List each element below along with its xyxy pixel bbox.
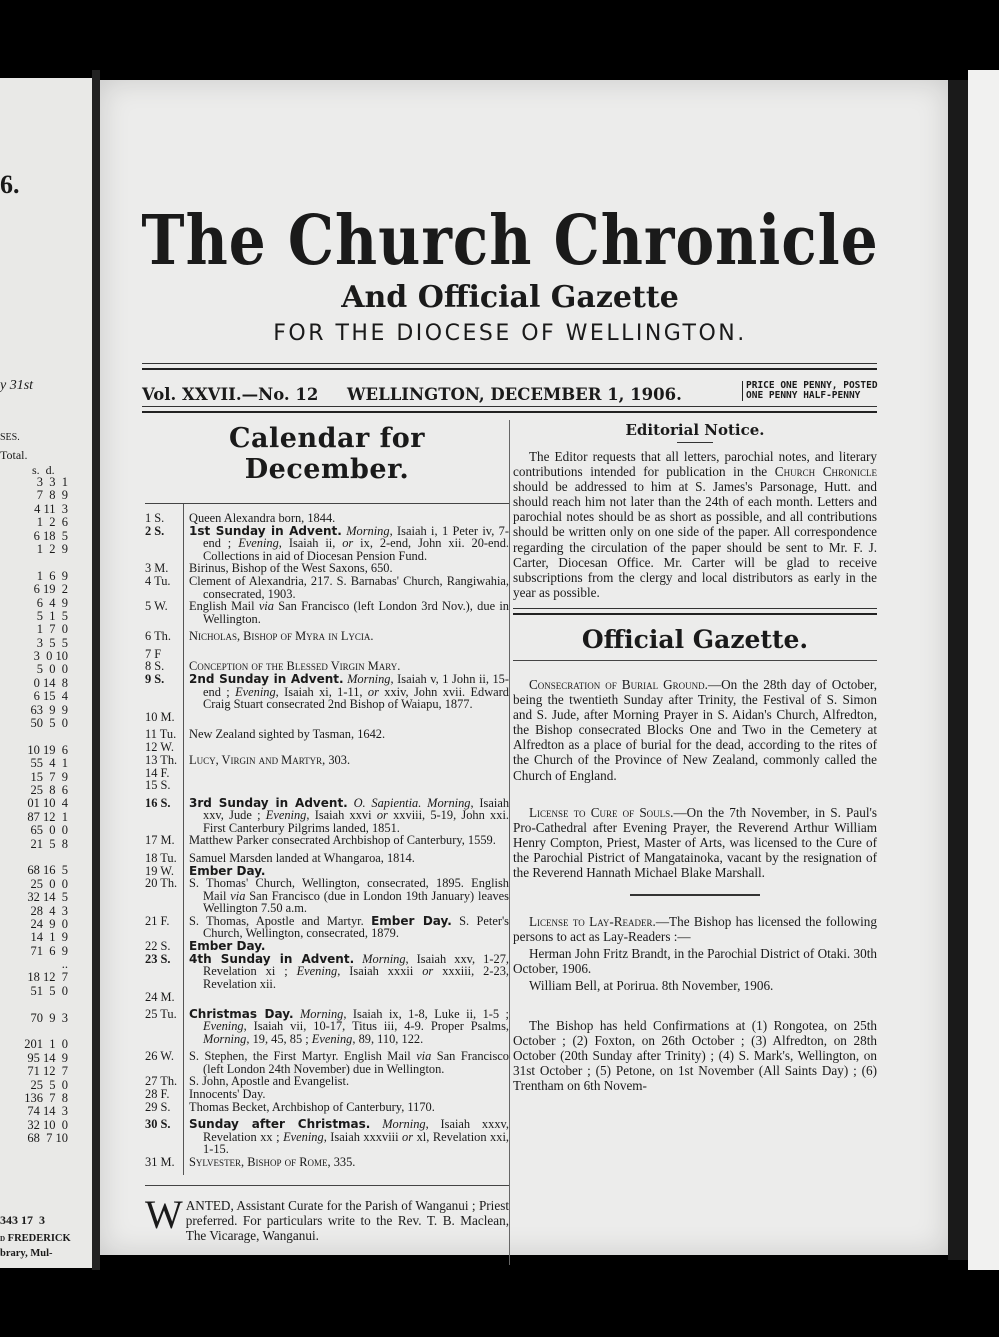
price-line: ONE PENNY HALF-PENNY <box>746 390 861 401</box>
section-rule <box>513 608 877 615</box>
amount-row: 21 5 8 <box>30 836 68 851</box>
gazette-heading: Official Gazette. <box>581 624 809 654</box>
calendar-divider <box>183 504 184 1175</box>
amount-row: 01 10 4 <box>27 796 68 811</box>
left-page-fragment: SES. <box>0 432 20 443</box>
calendar-entry <box>145 767 509 779</box>
drop-cap: W <box>145 1191 183 1237</box>
calendar-entry-text: Conception of the Blessed Virgin Mary. <box>189 659 401 674</box>
calendar-day: 14 F. <box>145 765 170 780</box>
calendar-entry-text: Matthew Parker consecrated Archbishop of Canterbury, 1559. <box>189 833 496 848</box>
calendar-entry-text: Thomas Becket, Archbishop of Canterbury, 1170. <box>189 1100 435 1115</box>
calendar-entry <box>145 1088 509 1100</box>
amount-row: 3 5 5 <box>36 635 68 650</box>
amount-row: 4 11 3 <box>34 501 68 516</box>
amount-row: 6 4 9 <box>36 595 68 610</box>
left-page-footer: d FREDERICK <box>0 1233 71 1244</box>
dateline: WELLINGTON, DECEMBER 1, 1906. <box>347 385 682 404</box>
calendar-entry <box>145 1008 509 1045</box>
calendar-entry-text: Sunday after Christmas. Morning, Isaiah xxxv, Revelation xx ; Evening, Isaiah xxxviii or xl, Revelation xxi, 1-15. <box>189 1117 510 1157</box>
calendar-heading: Calendar for December. <box>229 423 425 485</box>
calendar-entry <box>145 1050 509 1075</box>
amount-row: 25 8 6 <box>30 782 68 797</box>
calendar-entry <box>145 600 509 625</box>
calendar-day: 21 F. <box>145 914 170 929</box>
calendar-entry-text: Clement of Alexandria, 217. S. Barnabas' Church, Rangiwahia, consecrated, 1903. <box>189 574 509 601</box>
amount-row <box>0 998 68 1011</box>
amount-row: 201 1 0 <box>24 1037 68 1052</box>
calendar-day: 2 S. <box>145 523 165 538</box>
wanted-advertisement <box>145 1191 509 1243</box>
calendar-entry-text <box>179 741 509 753</box>
amount-row: 55 4 1 <box>30 756 68 771</box>
amount-row: 28 4 3 <box>30 903 68 918</box>
calendar-day: 1 S. <box>145 511 165 525</box>
calendar-entry-text: English Mail via San Francisco (left London 3rd Nov.), due in Wellington. <box>189 599 509 626</box>
calendar-entry-text: Nicholas, Bishop of Myra in Lycia. <box>189 629 374 644</box>
calendar-day: 29 S. <box>145 1100 171 1115</box>
newspaper-page <box>100 80 948 1255</box>
calendar-day: 28 F. <box>145 1087 170 1102</box>
calendar-entry-text: Sylvester, Bishop of Rome, 335. <box>189 1155 356 1170</box>
amount-row: 74 14 3 <box>27 1104 68 1119</box>
amount-row: 25 5 0 <box>30 1077 68 1092</box>
gazette-item-body: —On the 7th November, in S. Paul's Pro-Cathedral after Evening Prayer, the Reverend Arthur William Henry Compton, Priest, Master of Arts, was licensed to the Cure of the Parochial Pistrict of Mangatainoka, vacant by the resignation of the Reverend Hannath Michael Blake Marshall. <box>513 804 877 880</box>
amount-row: 70 9 3 <box>30 1010 68 1025</box>
right-column <box>513 415 877 1093</box>
calendar-day: 6 Th. <box>145 629 171 644</box>
masthead-rule <box>142 363 877 370</box>
adjacent-right-page <box>968 70 999 1270</box>
calendar-entry <box>145 834 509 846</box>
calendar-entry <box>145 1101 509 1113</box>
left-page-heading-fragment: 6. <box>0 170 20 199</box>
calendar-day: 22 S. <box>145 939 171 954</box>
amount-row: 5 0 0 <box>36 662 68 677</box>
gazette-item-lead: License to Cure of Souls. <box>529 804 674 820</box>
calendar-entry-text <box>179 779 509 791</box>
calendar-entry <box>145 660 509 672</box>
masthead <box>140 198 880 346</box>
amount-row: 65 0 0 <box>30 823 68 838</box>
amount-row: 25 0 0 <box>30 876 68 891</box>
amount-row: 1 6 9 <box>36 568 68 583</box>
gazette-item-body: —On the 28th day of October, being the twentieth Sunday after Trinity, the Festival of S. Simon and S. Jude, after Morning Prayer in S. Aidan's Church, Alfredton, the Bishop consecrated Blocks One and Two in the Cemetery at Alfredton as a place of burial for the dead, according to the rites of the Church of the Province of New Zealand, commonly called the Church of England. <box>513 676 877 783</box>
amount-row: 95 14 9 <box>27 1050 68 1065</box>
divider <box>630 894 760 896</box>
calendar-entry-text <box>179 648 509 660</box>
calendar-entry-text: 3rd Sunday in Advent. O. Sapientia. Morning, Isaiah xxv, Jude ; Evening, Isaiah xxvi or xxviii, 5-19, John xxi. First Canterbury Pilgrims landed, 1851. <box>189 795 510 835</box>
editorial-heading: Editorial Notice. <box>625 421 765 439</box>
left-page-amounts <box>0 476 68 1146</box>
gazette-item-lead: Consecration of Burial Ground. <box>529 676 708 692</box>
calendar-entry-text: S. Thomas' Church, Wellington, consecrated, 1895. English Mail via San Francisco (due in London 19th January) leaves Wellington 7.50 a.m. <box>189 876 510 916</box>
amount-row <box>0 730 68 743</box>
left-page-fragment: Total. <box>0 448 28 462</box>
calendar-entry <box>145 915 509 940</box>
calendar-entry <box>145 865 509 877</box>
calendar-day: 31 M. <box>145 1155 175 1170</box>
calendar-list <box>145 503 509 1169</box>
calendar-entry-text: 2nd Sunday in Advent. Morning, Isaiah v, 1 John ii, 15-end ; Evening, Isaiah xi, 1-11, or xxiv, John xvii. Edward Craig Stuart consecrated 2nd Bishop of Waiapu, 1877. <box>189 672 510 712</box>
page-edge <box>948 80 968 1260</box>
amount-row: 6 18 5 <box>33 528 68 543</box>
amount-row: 1 7 0 <box>36 622 68 637</box>
amount-row <box>0 556 68 569</box>
calendar-entry-text <box>179 767 509 779</box>
gazette-item <box>513 805 877 880</box>
wanted-text: ANTED, Assistant Curate for the Parish of Wanganui ; Priest preferred. For particulars write to the Rev. T. B. Maclean, The Vicarage, Wanganui. <box>185 1197 509 1243</box>
calendar-day: 18 Tu. <box>145 850 177 865</box>
amount-row: 6 19 2 <box>33 582 68 597</box>
amount-row: 50 5 0 <box>30 716 68 731</box>
amount-row: 71 12 7 <box>27 1064 68 1079</box>
calendar-entry <box>145 512 509 524</box>
amount-row <box>0 851 68 864</box>
calendar-day: 24 M. <box>145 989 175 1004</box>
calendar-day: 13 Th. <box>145 752 178 767</box>
calendar-entry <box>145 741 509 753</box>
confirmations-notice: The Bishop has held Confirmations at (1) Rongotea, on 25th October ; (2) Foxton, on 26th October ; (3) Alfredton, on 28th October (20th Sunday after Trinity) ; (4) S. Mark's, Wellington, on 31st October ; (5) Petone, on 1st November (All Saints Day) ; (6) Trentham on 6th Novem- <box>513 1017 877 1093</box>
volume-number: Vol. XXVII.—No. 12 <box>142 385 319 404</box>
calendar-day: 25 Tu. <box>145 1007 177 1022</box>
editorial-text: should be addressed to him at S. James's Parsonage, Hutt. and should reach him not later than the 24th of each month. Letters and parochial notes should be as short as possible, and all contributions should be written only on one side of the paper. All correspondence regarding the circulation of the paper should be sent to Mr. F. J. Carter, Diocesan Office. Mr. Carter will be glad to receive subscriptions from the clergy and local distributors as early in the year as possible. <box>513 479 877 600</box>
amount-row: 18 12 7 <box>27 970 68 985</box>
calendar-entry-text: Ember Day. <box>189 939 266 954</box>
calendar-entry <box>145 525 509 562</box>
calendar-entry <box>145 711 509 723</box>
amount-row: 14 1 9 <box>30 930 68 945</box>
calendar-day: 17 M. <box>145 833 175 848</box>
calendar-entry <box>145 779 509 791</box>
calendar-entry-text: S. Stephen, the First Martyr. English Mail via San Francisco (left London 24th November) due in Wellington. <box>189 1049 510 1076</box>
left-page-fragment: y 31st <box>0 378 34 393</box>
calendar-entry-text: Queen Alexandra born, 1844. <box>189 511 336 525</box>
gazette-item <box>513 914 877 944</box>
price-notice <box>742 381 878 401</box>
gazette-item-body: —The Bishop has licensed the following persons to act as Lay-Readers :— <box>513 914 877 945</box>
amount-row: 136 7 8 <box>24 1090 68 1105</box>
publication-subtitle: And Official Gazette <box>341 280 679 315</box>
amount-row: 24 9 0 <box>30 916 68 931</box>
publication-title: The Church Chronicle <box>141 200 879 281</box>
amount-row: 1 2 9 <box>36 541 68 556</box>
divider <box>677 442 713 443</box>
calendar-entry-text: New Zealand sighted by Tasman, 1642. <box>189 727 386 742</box>
calendar-day: 16 S. <box>145 795 171 810</box>
calendar-entry-text <box>179 711 509 723</box>
calendar-entry <box>145 797 509 834</box>
left-page-total: 343 17 3 <box>0 1213 45 1227</box>
calendar-entry-text <box>179 991 509 1003</box>
amount-row: 71 6 9 <box>30 943 68 958</box>
calendar-entry-text: S. Thomas, Apostle and Martyr. Ember Day. S. Peter's Church, Wellington, consecrated, 1879. <box>189 914 509 941</box>
calendar-entry <box>145 754 509 766</box>
calendar-entry <box>145 852 509 864</box>
issue-rule <box>142 406 877 413</box>
calendar-entry <box>145 1118 509 1155</box>
publication-name: Church Chronicle <box>774 464 877 480</box>
amount-row: 68 7 10 <box>27 1131 68 1146</box>
amount-row <box>0 1025 68 1038</box>
calendar-entry <box>145 728 509 740</box>
calendar-day: 9 S. <box>145 672 165 687</box>
price-line: PRICE ONE PENNY, POSTED <box>746 380 878 391</box>
calendar-entry-text: Birinus, Bishop of the West Saxons, 650. <box>189 561 393 576</box>
diocese-line: FOR THE DIOCESE OF WELLINGTON. <box>273 321 747 346</box>
amount-row: 32 10 0 <box>27 1117 68 1132</box>
calendar-day: 12 W. <box>145 740 174 755</box>
lay-reader-entry: Herman John Fritz Brandt, in the Parochial District of Otaki. 30th October, 1906. <box>513 946 877 977</box>
amount-row: 3 3 1 <box>36 475 68 489</box>
column-divider <box>509 420 510 1265</box>
left-column <box>145 423 509 1243</box>
amount-row: 32 14 5 <box>27 890 68 905</box>
amount-row: 6 15 4 <box>33 689 68 704</box>
amount-row: 63 9 9 <box>30 702 68 717</box>
calendar-day: 11 Tu. <box>145 727 177 742</box>
amount-row: .. <box>55 957 68 972</box>
amount-row: 3 0 10 <box>33 649 68 664</box>
calendar-day: 23 S. <box>145 952 171 967</box>
calendar-entry <box>145 940 509 952</box>
calendar-day: 27 Th. <box>145 1074 178 1089</box>
amount-row: 0 14 8 <box>33 675 68 690</box>
gazette-item-lead: License to Lay-Reader. <box>529 914 656 930</box>
amount-row: 68 16 5 <box>27 863 68 878</box>
calendar-day: 30 S. <box>145 1117 171 1132</box>
calendar-entry <box>145 630 509 642</box>
calendar-entry <box>145 1075 509 1087</box>
amount-row: 87 12 1 <box>27 809 68 824</box>
calendar-day: 20 Th. <box>145 876 178 891</box>
editorial-body <box>513 449 877 600</box>
gazette-item <box>513 677 877 783</box>
calendar-entry-text: Samuel Marsden landed at Whangaroa, 1814. <box>189 850 415 865</box>
lay-reader-entry: William Bell, at Porirua. 8th November, 1906. <box>529 978 774 994</box>
calendar-entry-text: Lucy, Virgin and Martyr, 303. <box>189 752 351 767</box>
calendar-entry <box>145 673 509 710</box>
calendar-entry-text: 1st Sunday in Advent. Morning, Isaiah i, 1 Peter iv, 7-end ; Evening, Isaiah ii, or ix, 2-end, John xii. 20-end. Collections in aid of Diocesan Pension Fund. <box>189 523 510 563</box>
calendar-entry <box>145 575 509 600</box>
left-page-footer: brary, Mul- <box>0 1248 53 1259</box>
calendar-entry-text: Christmas Day. Morning, Isaiah ix, 1-8, Luke ii, 1-5 ; Evening, Isaiah vii, 10-17, Titus iii, 4-9. Proper Psalms, Morning, 19, 45, 85 ; Evening, 89, 110, 122. <box>189 1007 509 1046</box>
calendar-entry-text: 4th Sunday in Advent. Morning, Isaiah xxv, 1-27, Revelation xi ; Evening, Isaiah xxxii or xxxiii, 2-23, Revelation xii. <box>189 952 509 991</box>
calendar-day: 4 Tu. <box>145 574 171 589</box>
calendar-entry-text: Innocents' Day. <box>189 1087 266 1102</box>
calendar-entry <box>145 953 509 990</box>
calendar-entry-text: Ember Day. <box>189 863 266 878</box>
calendar-day: 15 S. <box>145 778 171 793</box>
calendar-entry <box>145 648 509 660</box>
calendar-entry <box>145 877 509 914</box>
amount-row: 10 19 6 <box>27 742 68 757</box>
left-page-col-header: s. d. <box>32 463 55 477</box>
calendar-day: 7 F <box>145 646 162 661</box>
amount-row: 51 5 0 <box>30 983 68 998</box>
amount-row: 7 8 9 <box>36 488 68 503</box>
calendar-entry <box>145 1156 509 1168</box>
divider <box>145 1185 509 1186</box>
calendar-day: 8 S. <box>145 659 165 674</box>
calendar-day: 26 W. <box>145 1049 174 1064</box>
calendar-day: 3 M. <box>145 561 169 576</box>
adjacent-left-page <box>0 78 92 1268</box>
amount-row: 15 7 9 <box>30 769 68 784</box>
calendar-day: 19 W. <box>145 863 174 878</box>
amount-row: 5 1 5 <box>36 608 68 623</box>
calendar-day: 5 W. <box>145 599 168 614</box>
page-gutter <box>92 70 100 1270</box>
calendar-entry <box>145 562 509 574</box>
calendar-entry-text: S. John, Apostle and Evangelist. <box>189 1074 350 1089</box>
calendar-day: 10 M. <box>145 709 175 724</box>
amount-row: 1 2 6 <box>36 515 68 530</box>
calendar-entry <box>145 991 509 1003</box>
editorial-text: The Editor requests that all letters, parochial notes, and literary contributions intended for publication in the <box>513 449 877 480</box>
